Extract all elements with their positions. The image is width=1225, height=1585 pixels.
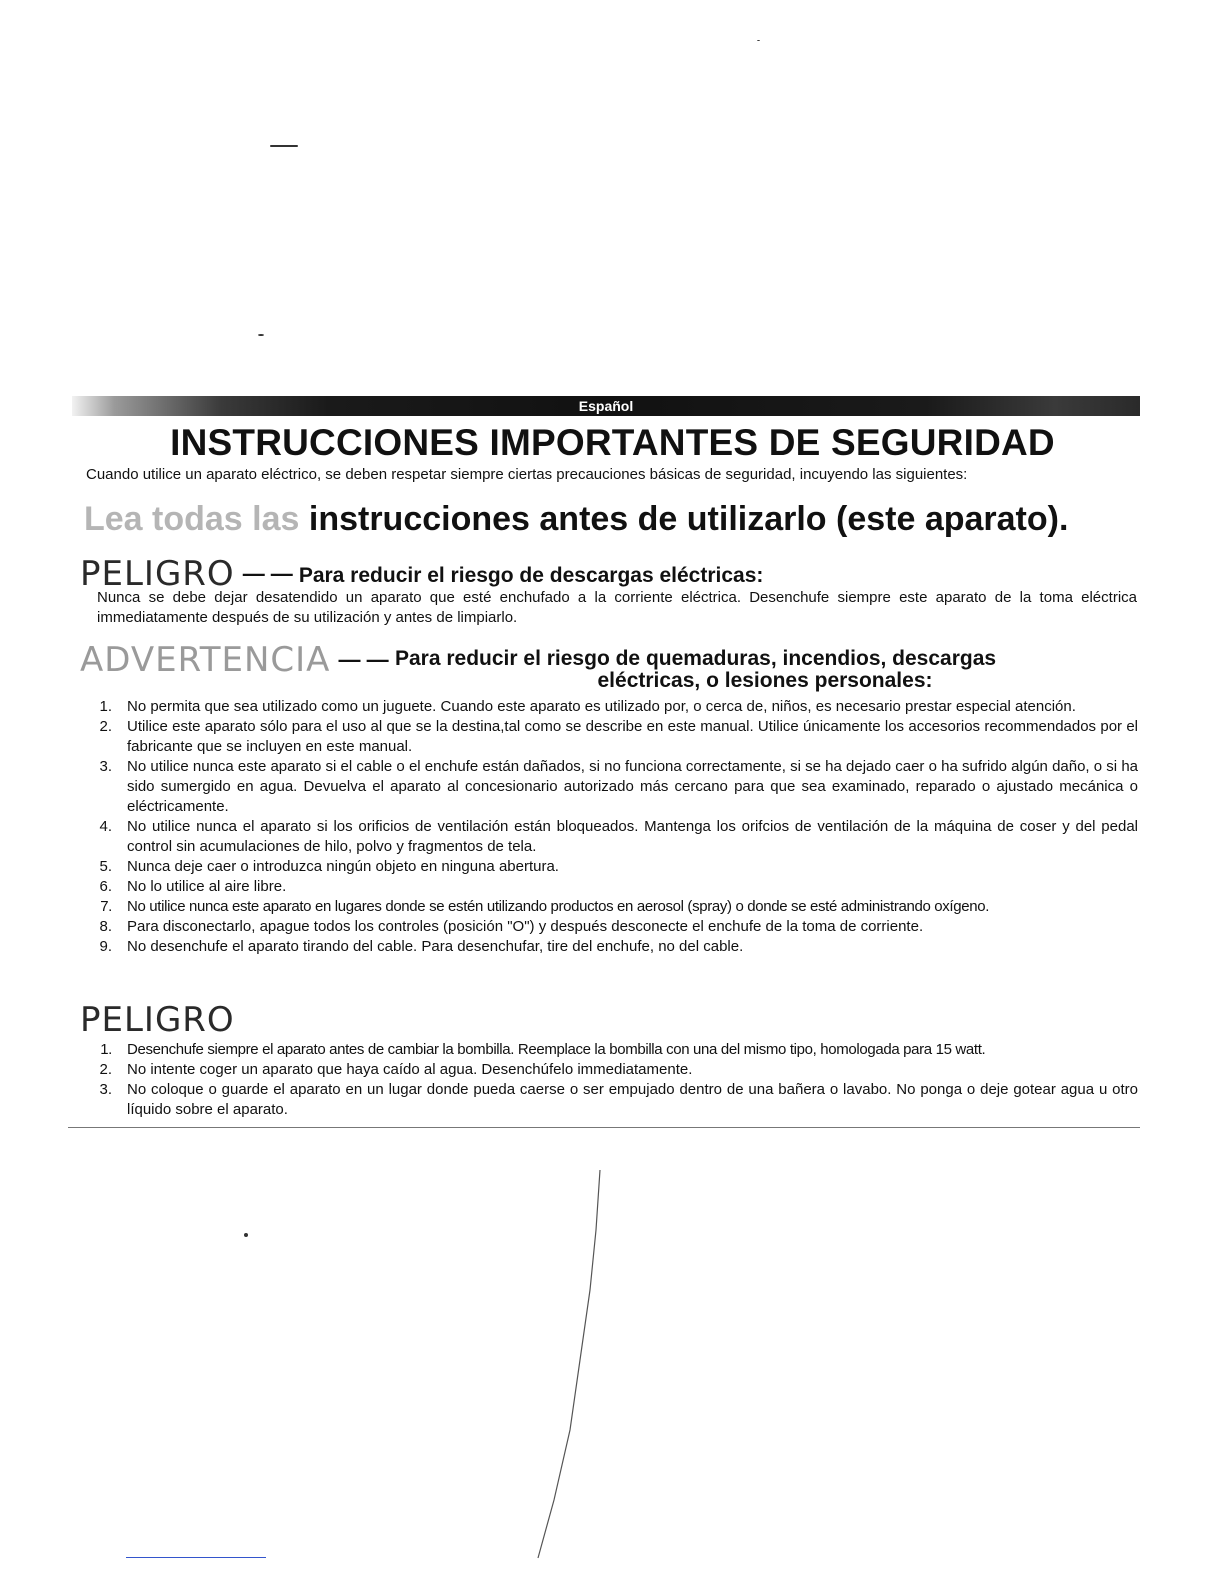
list-item <box>92 877 1138 897</box>
peligro-desc: Para reducir el riesgo de descargas eléctricas: <box>298 564 764 587</box>
list-item <box>92 757 1138 817</box>
scan-speck <box>244 1233 248 1237</box>
heading-dash: — — <box>242 561 293 586</box>
item-text: No intente coger un aparato que haya caído al agua. Desenchúfelo immediatamente. <box>127 1061 693 1078</box>
list-item <box>92 697 1138 717</box>
item-number: 3. <box>99 1081 112 1098</box>
peligro2-list <box>92 1040 1138 1120</box>
item-text: No utilice nunca el aparato si los orificios de ventilación están bloqueados. Mantenga los orifcios de ventilación de la máquina de coser y del pedal control sin acumulaciones de hilo, polvo y fragmentos de tela. <box>127 818 1138 855</box>
item-number: 1. <box>100 1041 112 1058</box>
item-number: 8. <box>99 918 112 935</box>
advertencia-desc-line2: eléctricas, o lesiones personales: <box>597 669 933 692</box>
read-all-faded: Lea todas las <box>84 500 300 538</box>
item-text: No permita que sea utilizado como un juguete. Cuando este aparato es utilizado por, o cerca de, niños, es necesario prestar especial atención. <box>127 698 1076 715</box>
item-text: Desenchufe siempre el aparato antes de cambiar la bombilla. Reemplace la bombilla con una del mismo tipo, homologada para 15 watt. <box>127 1041 986 1058</box>
read-all-heading <box>84 498 1144 540</box>
advertencia-desc-line1: Para reducir el riesgo de quemaduras, incendios, descargas <box>395 647 997 670</box>
scan-speck <box>757 40 760 41</box>
advertencia-list <box>92 697 1138 957</box>
peligro-text: Nunca se debe dejar desatendido un aparato que esté enchufado a la corriente eléctrica. Desenchufe siempre este aparato de la toma eléctrica immediatamente después de su utilización y antes de limpiarlo. <box>97 589 1137 626</box>
list-item <box>92 1040 1138 1060</box>
item-text: No utilice nunca este aparato si el cable o el enchufe están dañados, si no funciona correctamente, si se ha dejado caer o ha sufrido algún daño, o si ha sido sumergido en agua. Devuelva el aparato al concesionario autorizado más cercano para que sea examinado, reparado o ajustado mecánica o eléctricamente. <box>127 758 1138 815</box>
item-text: Utilice este aparato sólo para el uso al que se la destina,tal como se describe en este manual. Utilice únicamente los accesorios recommendados por el fabricante que se incluyen en este manual. <box>127 718 1138 755</box>
scan-fold-line <box>530 1170 610 1560</box>
list-item <box>92 817 1138 857</box>
section-divider <box>68 1127 1140 1128</box>
item-number: 1. <box>99 698 112 715</box>
scan-speck <box>258 334 264 336</box>
heading-dash: — — <box>338 647 389 672</box>
item-number: 7. <box>100 898 112 915</box>
peligro-word: PELIGRO <box>80 554 235 594</box>
language-banner <box>72 396 1140 416</box>
read-all-bold: instrucciones antes de utilizarlo (este aparato). <box>308 500 1069 538</box>
list-item <box>92 897 1138 917</box>
language-label: Español <box>578 398 634 414</box>
list-item <box>92 917 1138 937</box>
item-number: 5. <box>99 858 112 875</box>
advertencia-heading <box>80 640 395 680</box>
item-text: Nunca deje caer o introduzca ningún objeto en ninguna abertura. <box>127 858 559 875</box>
advertencia-desc <box>395 648 1135 692</box>
item-number: 3. <box>99 758 112 775</box>
list-item <box>92 1060 1138 1080</box>
item-number: 6. <box>99 878 112 895</box>
peligro2-heading <box>80 1000 235 1040</box>
item-text: No utilice nunca este aparato en lugares donde se estén utilizando productos en aerosol (spray) o donde se esté administrando oxígeno. <box>127 898 990 915</box>
list-item <box>92 717 1138 757</box>
list-item <box>92 937 1138 957</box>
item-number: 9. <box>99 938 112 955</box>
intro-text: Cuando utilice un aparato eléctrico, se deben respetar siempre ciertas precauciones básicas de seguridad, incuyendo las siguientes: <box>86 466 968 483</box>
list-item <box>92 1080 1138 1120</box>
item-number: 2. <box>99 718 112 735</box>
item-text: No coloque o guarde el aparato en un lugar donde pueda caerse o ser empujado dentro de una bañera o lavabo. No ponga o deje gotear agua u otro líquido sobre el aparato. <box>127 1081 1138 1118</box>
item-text: Para disconectarlo, apague todos los controles (posición "O") y después desconecte el enchufe de la toma de corriente. <box>127 918 924 935</box>
item-text: No lo utilice al aire libre. <box>127 878 287 895</box>
page-title: INSTRUCCIONES IMPORTANTES DE SEGURIDAD <box>170 422 1055 463</box>
item-number: 2. <box>99 1061 112 1078</box>
item-number: 4. <box>99 818 112 835</box>
item-text: No desenchufe el aparato tirando del cable. Para desenchufar, tire del enchufe, no del cable. <box>127 938 744 955</box>
footer-link-underline <box>126 1557 266 1558</box>
peligro2-word: PELIGRO <box>80 1000 235 1040</box>
advertencia-word: ADVERTENCIA <box>80 640 331 680</box>
scan-speck <box>270 145 298 147</box>
list-item <box>92 857 1138 877</box>
